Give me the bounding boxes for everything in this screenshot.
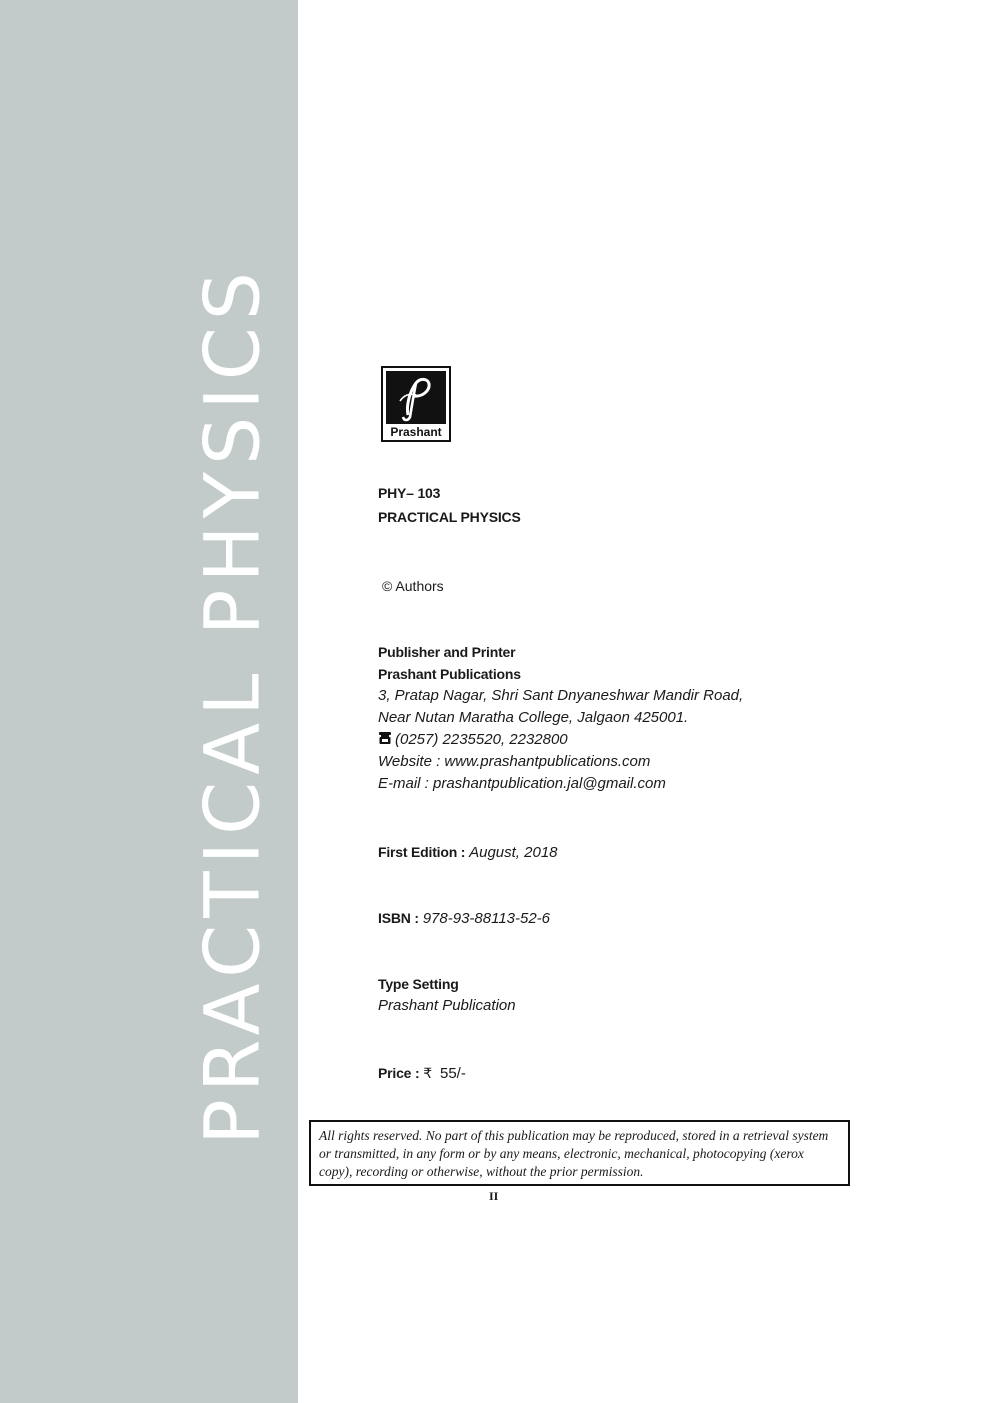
rupee-symbol: ₹: [423, 1065, 433, 1081]
publisher-name: Prashant Publications: [378, 666, 521, 682]
publisher-phone-row: [378, 729, 743, 751]
isbn-row: [378, 907, 550, 929]
typesetting-block: [378, 973, 516, 1017]
publisher-phone: (0257) 2235520, 2232800: [395, 731, 568, 748]
course-block: [378, 481, 521, 529]
prashant-logo-icon: [386, 371, 446, 424]
publisher-heading: Publisher and Printer: [378, 644, 516, 660]
course-title: PRACTICAL PHYSICS: [378, 509, 521, 525]
side-title: PRACTICAL PHYSICS: [187, 264, 277, 1146]
edition-row: [378, 841, 558, 863]
price-value: 55/-: [440, 1065, 466, 1082]
publisher-email[interactable]: E-mail : prashantpublication.jal@gmail.com: [378, 775, 666, 792]
copyright-text: © Authors: [382, 578, 444, 594]
edition-value: August, 2018: [469, 844, 558, 861]
course-code: PHY– 103: [378, 485, 441, 501]
publisher-address-line1: 3, Pratap Nagar, Shri Sant Dnyaneshwar Mandir Road,: [378, 687, 744, 704]
page-number: II: [489, 1189, 499, 1203]
publisher-website[interactable]: Website : www.prashantpublications.com: [378, 753, 651, 770]
publisher-block: [378, 641, 743, 795]
publisher-logo: [381, 366, 451, 442]
publisher-address-line2: Near Nutan Maratha College, Jalgaon 425001.: [378, 709, 689, 726]
rights-notice: All rights reserved. No part of this publication may be reproduced, stored in a retrieval system or transmitted, in any form or by any means, electronic, mechanical, photocopying (xerox copy), recording or otherwise, without the prior permission.: [309, 1120, 850, 1186]
isbn-label: ISBN :: [378, 910, 419, 926]
isbn-value: 978-93-88113-52-6: [422, 910, 551, 927]
typesetting-value: Prashant Publication: [378, 997, 516, 1014]
typesetting-label: Type Setting: [378, 976, 459, 992]
telephone-icon: [378, 730, 392, 744]
copyright-line: [382, 575, 444, 597]
edition-label: First Edition :: [378, 844, 466, 860]
logo-wordmark: Prashant: [390, 425, 442, 439]
price-label: Price :: [378, 1065, 420, 1081]
price-row: [378, 1062, 466, 1084]
